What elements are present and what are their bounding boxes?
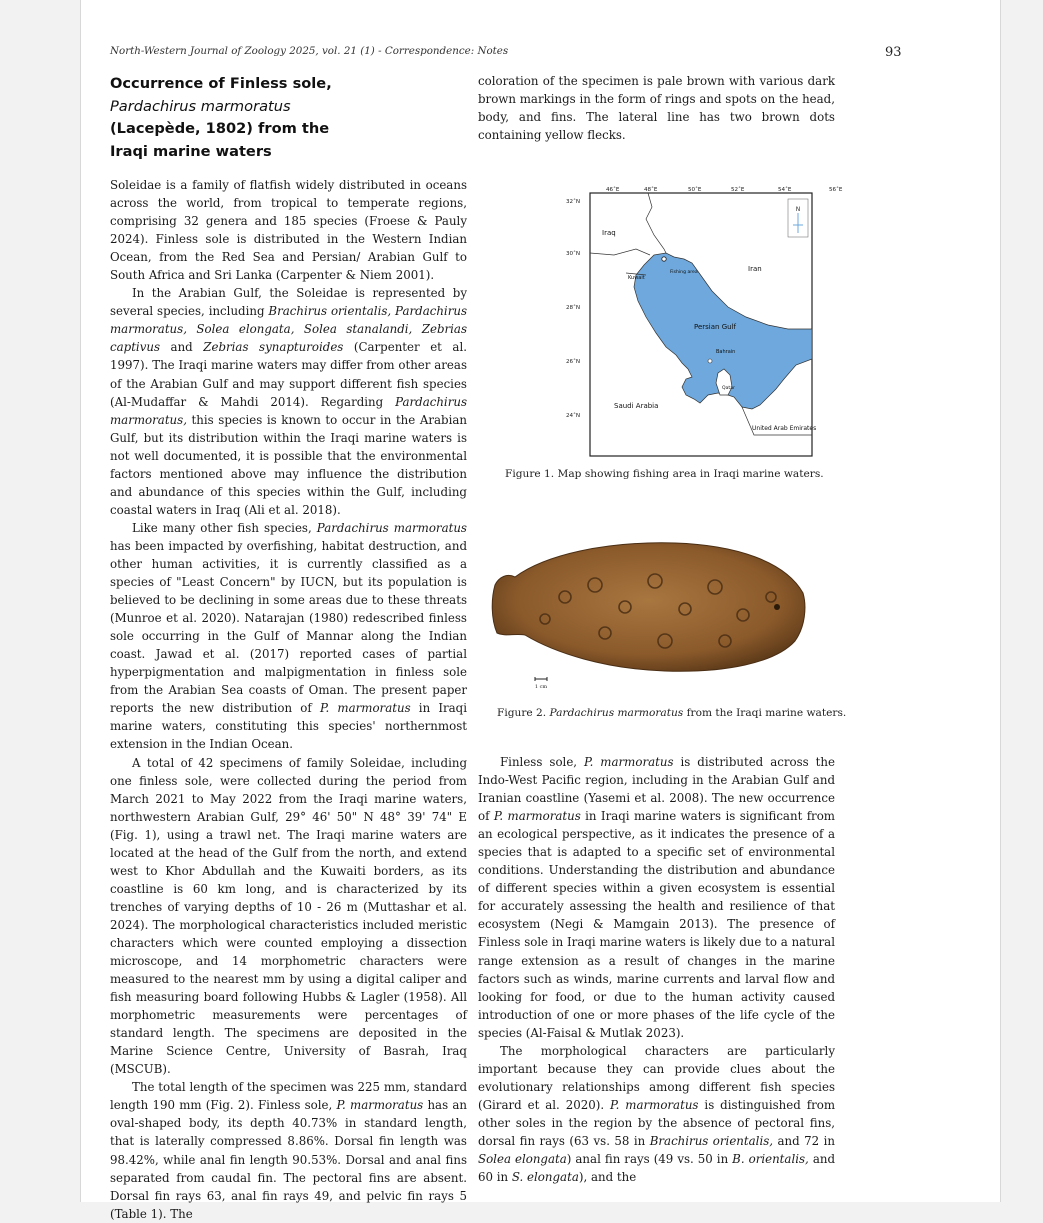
paragraph-intro: Soleidae is a family of flatfish widely distributed in oceans across the world, from tropical to temperate regions, comprising 32 genera and 185 species (Froese & Pauly 2024). Finless sole is distributed in the Western Indian Ocean, from the Red Sea and Persian/ Arabian Gulf to South Africa and Sri Lanka (Carpenter & Niem 2001). xyxy=(110,178,467,283)
figure-2-fish-photo xyxy=(485,537,815,677)
label-persian-gulf: Persian Gulf xyxy=(694,323,736,331)
lat-label: 30˚N xyxy=(566,251,581,257)
right-column-bottom xyxy=(478,753,835,1186)
paragraph-distribution: Finless sole, P. marmoratus is distributed across the Indo-West Pacific region, including in the Arabian Gulf and Iranian coastline (Yasemi et al. 2008). The new occurrence of P. marmoratus in Iraqi marine waters is significant from an ecological perspective, as it indicates the presence of a species that is adapted to a specific set of environmental conditions. Understanding the distribution and abundance of different species within a given ecosystem is essential for accurately assessing the health and resilience of that ecosystem (Negi & Mamgain 2013). The presence of Finless sole in Iraqi marine waters is likely due to a natural range extension as a result of changes in the marine factors such as winds, marine currents and larval flow and looking for food, or due to the human activity caused introduction of one or more phases of the life cycle of the species (Al-Faisal & Mutlak 2023). xyxy=(478,755,835,1040)
label-qatar: Qatar xyxy=(722,386,735,391)
north-label: N xyxy=(795,206,801,213)
title-line-3: (Lacepède, 1802) from the xyxy=(110,120,330,137)
left-column xyxy=(110,176,467,1223)
lat-label: 26˚N xyxy=(566,359,581,365)
title-species: Pardachirus marmoratus xyxy=(110,97,291,115)
lon-label: 54˚E xyxy=(778,187,792,193)
running-head: North-Western Journal of Zoology 2025, vol. 21 (1) - Correspondence: Notes xyxy=(110,45,509,57)
label-bahrain: Bahrain xyxy=(716,349,736,355)
label-uae: United Arab Emirates xyxy=(752,425,817,432)
page-number: 93 xyxy=(885,45,902,60)
north-arrow xyxy=(788,199,808,237)
label-saudi-arabia: Saudi Arabia xyxy=(614,402,659,410)
paragraph-methods: A total of 42 specimens of family Soleidae, including one finless sole, were collected during the period from March 2021 to May 2022 from the Iraqi marine waters, northwestern Arabian Gulf, 29° 46' 50" N 48° 39' 74" E (Fig. 1), using a trawl net. The Iraqi marine waters are located at the head of the Gulf from the north, and extend west to Khor Abdullah and the Kuwaiti borders, as its coastline is 60 km long, and is characterized by its trenches of varying depths of 10 - 26 m (Muttashar et al. 2024). The morphological characteristics included meristic characters which were counted employing a dissection microscope, and 14 morphometric characters were measured to the nearest mm by using a digital caliper and fish measuring board following Hubbs & Lagler (1958). All morphometric measurements were percentages of standard length. The specimens are deposited in the Marine Science Centre, University of Basrah, Iraq (MSCUB). xyxy=(110,755,467,1077)
paragraph-arabian-gulf: In the Arabian Gulf, the Soleidae is represented by several species, including Brachirus orientalis, Pardachirus marmoratus, Solea elongata, Solea stanalandi, Zebrias captivus and Zebrias synapturoides (Carpenter et al. 1997). The Iraqi marine waters may differ from other areas of the Arabian Gulf and may support different fish species (Al-Mudaffar & Mahdi 2014). Regarding Pardachirus marmoratus, this species is known to occur in the Arabian Gulf, but its distribution within the Iraqi marine waters is not well documented, it is possible that the environmental factors mentioned above may influence the distribution and abundance of this species within the Gulf, including coastal waters in Iraq (Ali et al. 2018). xyxy=(110,286,467,517)
lon-label: 56˚E xyxy=(829,187,843,193)
article-title xyxy=(110,73,470,163)
lon-label: 52˚E xyxy=(731,187,745,193)
lon-label: 46˚E xyxy=(606,187,620,193)
right-column-top xyxy=(478,72,835,144)
fish-eye xyxy=(774,604,780,610)
title-line-1: Occurrence of Finless sole, xyxy=(110,75,332,92)
figure-1-caption: Figure 1. Map showing fishing area in Iraqi marine waters. xyxy=(505,468,824,480)
figure-2-caption: Figure 2. Pardachirus marmoratus from the Iraqi marine waters. xyxy=(497,707,847,719)
label-iraq: Iraq xyxy=(602,229,616,237)
lon-label: 50˚E xyxy=(688,187,702,193)
paragraph-conservation: Like many other fish species, Pardachirus marmoratus has been impacted by overfishing, habitat destruction, and other human activities, it is currently classified as a species of "Least Concern" by IUCN, but its population is believed to be declining in some areas due to these threats (Munroe et al. 2020). Natarajan (1980) redescribed finless sole occurring in the Gulf of Mannar along the Indian coast. Jawad et al. (2017) reported cases of partial hyperpigmentation and malpigmentation in finless sole from the Arabian Sea coasts of Oman. The present paper reports the new distribution of P. marmoratus in Iraqi marine waters, constituting this species' northernmost extension in the Indian Ocean. xyxy=(110,520,467,752)
label-kuwait: Kuwait xyxy=(628,275,645,281)
bahrain-island xyxy=(708,359,712,363)
lat-label: 24˚N xyxy=(566,413,581,419)
paragraph-results: The total length of the specimen was 225 mm, standard length 190 mm (Fig. 2). Finless sole, P. marmoratus has an oval-shaped body, its depth 40.73% in standard length, that is laterally compressed 8.86%. Dorsal fin length was 98.42%, while anal fin length 90.53%. Dorsal and anal fins separated from caudal fin. The pectoral fins are absent. Dorsal fin rays 63, anal fin rays 49, and pelvic fin rays 5 (Table 1). The xyxy=(110,1080,467,1221)
fishing-area-marker xyxy=(662,257,666,261)
scale-label: 1 cm xyxy=(534,684,548,690)
lon-label: 48˚E xyxy=(644,187,658,193)
paragraph-morphology: The morphological characters are particularly important because they can provide clues about the evolutionary relationships among different fish species (Girard et al. 2020). P. marmoratus is distinguished from other soles in the region by the absence of pectoral fins, dorsal fin rays (63 vs. 58 in Brachirus orientalis, and 72 in Solea elongata) anal fin rays (49 vs. 50 in B. orientalis, and 60 in S. elongata), and the xyxy=(478,1043,836,1185)
figure-1-map xyxy=(506,183,843,460)
paragraph-coloration: coloration of the specimen is pale brown with various dark brown markings in the form of rings and spots on the head, body, and fins. The lateral line has two brown dots containing yellow flecks. xyxy=(478,74,835,143)
lat-label: 32˚N xyxy=(566,199,581,205)
label-fishing-area: Fishing area xyxy=(670,270,698,275)
title-line-4: Iraqi marine waters xyxy=(110,142,272,160)
scale-bar xyxy=(534,676,548,690)
fish-body xyxy=(492,543,805,671)
label-iran: Iran xyxy=(748,265,762,273)
lat-label: 28˚N xyxy=(566,305,581,311)
